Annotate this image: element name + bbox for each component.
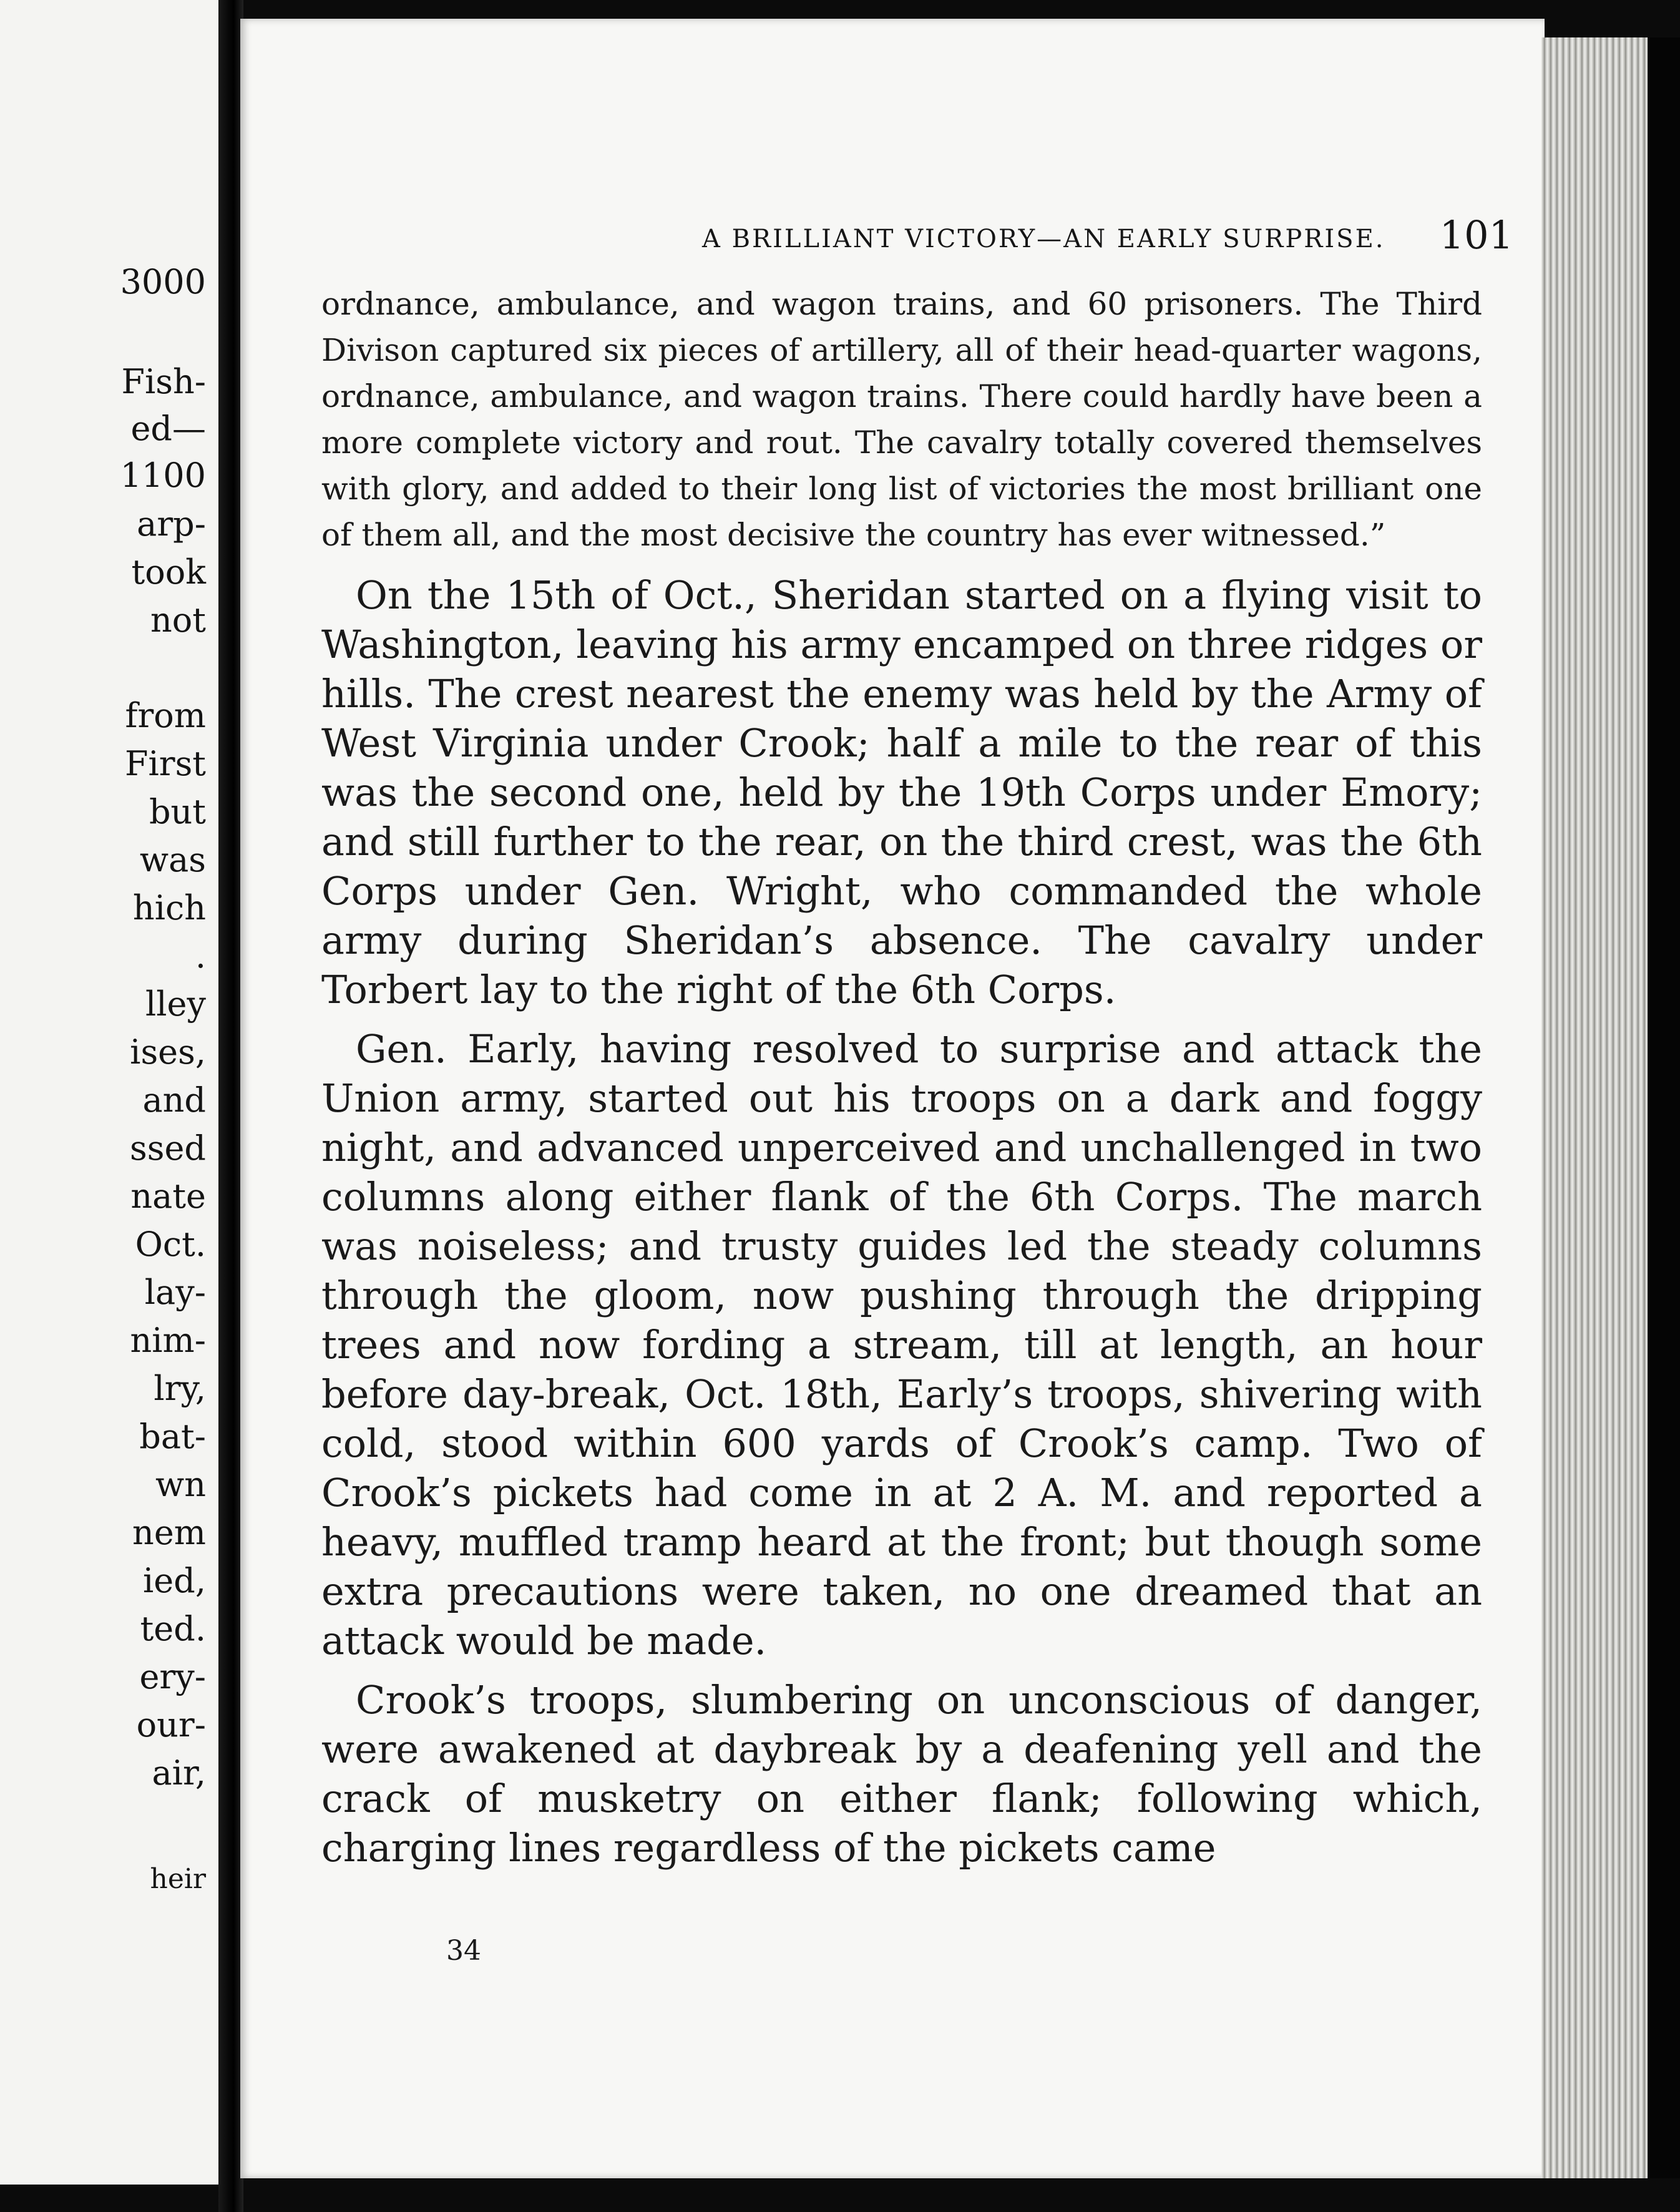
left-fragment: nate (130, 1177, 206, 1216)
left-fragment: 3000 (120, 262, 206, 301)
left-fragment: ises, (130, 1032, 206, 1072)
body-paragraph: Crook’s troops, slumbering on unconscious of danger, were awakened at daybreak by a deafening yell and the crack of musketry on either flank; following which, charging lines regardless of the pickets came (321, 1677, 1482, 1871)
left-fragment: but (149, 792, 206, 831)
left-fragment: ted. (140, 1609, 206, 1648)
left-fragment: 1100 (120, 456, 206, 495)
left-fragment: First (125, 744, 206, 783)
left-fragment: nem (132, 1513, 206, 1552)
left-fragment: lry, (154, 1369, 206, 1408)
left-fragment: ed— (130, 409, 206, 448)
left-fragment: from (125, 696, 206, 735)
running-head: A BRILLIANT VICTORY—AN EARLY SURPRISE. (702, 225, 1385, 253)
left-fragment: not (150, 600, 206, 640)
left-fragment: . (195, 936, 206, 976)
left-fragment: ssed (130, 1128, 206, 1168)
left-fragment: bat- (139, 1417, 206, 1456)
page-edges-shadow (1648, 37, 1680, 2178)
left-fragment: was (139, 840, 206, 879)
left-fragment: air, (152, 1753, 206, 1793)
left-fragment: heir (150, 1863, 206, 1895)
page-body (321, 281, 1482, 1882)
left-fragment: Oct. (135, 1225, 206, 1264)
page-header (465, 200, 1520, 275)
left-fragment: took (131, 552, 206, 592)
left-fragment: hich (132, 888, 206, 927)
left-fragment: Fish- (121, 362, 206, 401)
left-fragment: ied, (143, 1561, 206, 1600)
book-page (240, 19, 1545, 2178)
left-fragment: lley (145, 984, 206, 1024)
left-fragment: and (142, 1080, 206, 1120)
body-paragraph: On the 15th of Oct., Sheridan started on a flying visit to Washington, leaving his army encamped on three ridges or hills. The crest nearest the enemy was held by the Army of West Virginia under Crook; half a mile to the rear of this was the second one, held by the 19th Corps under Emory; and still further to the rear, on the third crest, was the 6th Corps under Gen. Wright, who commanded the whole army during Sheridan’s absence. The cavalry under Torbert lay to the right of the 6th Corps. (321, 572, 1482, 1012)
signature-mark: 34 (446, 1935, 481, 1967)
left-fragment: arp- (137, 504, 206, 544)
body-paragraph: Gen. Early, having resolved to surprise and attack the Union army, started out his troops on a dark and foggy night, and advanced unperceived and unchallenged in two columns along either flank of the 6th Corps. The march was noiseless; and trusty guides led the steady columns through the gloom, now pushing through the dripping trees and now fording a stream, till at length, an hour before day-break, Oct. 18th, Early’s troops, shivering with cold, stood within 600 yards of Crook’s camp. Two of Crook’s pickets had come in at 2 A. M. and reported a heavy, muffled tramp heard at the front; but though some extra precautions were taken, no one dreamed that an attack would be made. (321, 1026, 1482, 1663)
left-fragment: nim- (130, 1321, 206, 1360)
left-facing-page (0, 0, 218, 2185)
page-edges (1541, 37, 1648, 2178)
left-fragment: lay- (144, 1273, 206, 1312)
left-fragment: ery- (139, 1657, 206, 1696)
left-fragment: wn (155, 1465, 206, 1504)
page-number: 101 (1439, 212, 1513, 258)
quote-paragraph: ordnance, ambulance, and wagon trains, and 60 prisoners. The Third Divison captured six pieces of artillery, all of their head-quarter wagons, ordnance, ambulance, and wagon trains. There could hardly have been a more complete victory and rout. The cavalry totally covered themselves with glory, and added to their long list of victories the most brilliant one of them all, and the most decisive the country has ever witnessed.” (321, 286, 1482, 553)
book-gutter (218, 0, 243, 2212)
left-fragment: our- (136, 1705, 206, 1745)
